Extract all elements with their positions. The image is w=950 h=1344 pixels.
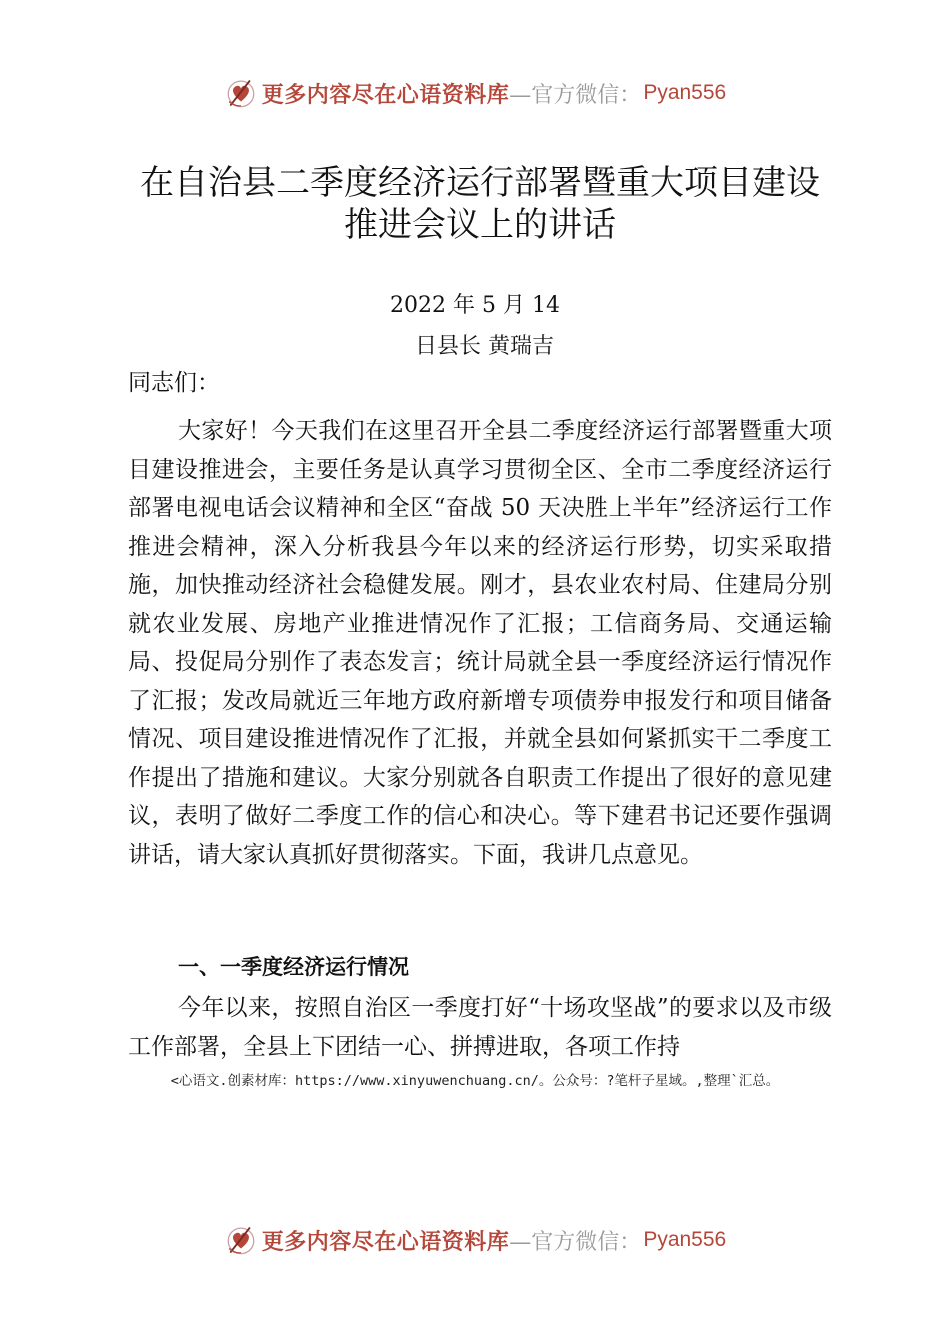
paragraph-section-1: 今年以来，按照自治区一季度打好“十场攻坚战”的要求以及市级工作部署，全县上下团结一心、拼搏进取，各项工作持 — [128, 995, 832, 1060]
title-line-1: 在自治县二季度经济运行部署暨重大项目建设 — [140, 163, 820, 203]
banner-wechat-label: —官方微信： — [509, 82, 642, 108]
banner-title: 更多内容尽在心语资料库 — [261, 1228, 510, 1255]
document-title — [110, 162, 850, 246]
salutation: 同志们： — [128, 370, 220, 396]
section-heading-1: 一、一季度经济运行情况 — [178, 955, 409, 979]
title-line-2: 推进会议上的讲话 — [344, 205, 616, 245]
top-banner — [0, 73, 950, 113]
bottom-banner — [0, 1220, 950, 1260]
source-footnote: <心语文.创素材库：https://www.xinyuwenchuang.cn/。公众号：?笔杆子星域。,整理`汇总。 — [170, 1073, 780, 1089]
banner-wechat-label: —官方微信： — [509, 1229, 642, 1255]
document-date: 2022 年 5 月 14 — [390, 293, 560, 318]
heart-pen-logo-icon — [224, 1223, 258, 1257]
document-author: 日县长 黄瑞吉 — [415, 334, 554, 359]
banner-wechat-id: Pyan556 — [643, 1228, 727, 1251]
banner-title: 更多内容尽在心语资料库 — [261, 81, 510, 108]
paragraph-intro: 大家好！今天我们在这里召开全县二季度经济运行部署暨重大项目建设推进会，主要任务是认真学习贯彻全区、全市二季度经济运行部署电视电话会议精神和全区“奋战 50 天决胜上半年”经济运行工作推进会精神，深入分析我县今年以来的经济运行形势，切实采取措施，加快推动经济社会稳健发展。刚才，县农业农村局、住建局分别就农业发展、房地产业推进情况作了汇报；工信商务局、交通运输局、投促局分别作了表态发言；统计局就全县一季度经济运行情况作了汇报；发改局就近三年地方政府新增专项债券申报发行和项目储备情况、项目建设推进情况作了汇报，并就全县如何紧抓实干二季度工作提出了措施和建议。大家分别就各自职责工作提出了很好的意见建议，表明了做好二季度工作的信心和决心。等下建君书记还要作强调讲话，请大家认真抓好贯彻落实。下面，我讲几点意见。 — [128, 418, 832, 868]
heart-pen-logo-icon — [224, 76, 258, 110]
banner-wechat-id: Pyan556 — [643, 81, 727, 104]
